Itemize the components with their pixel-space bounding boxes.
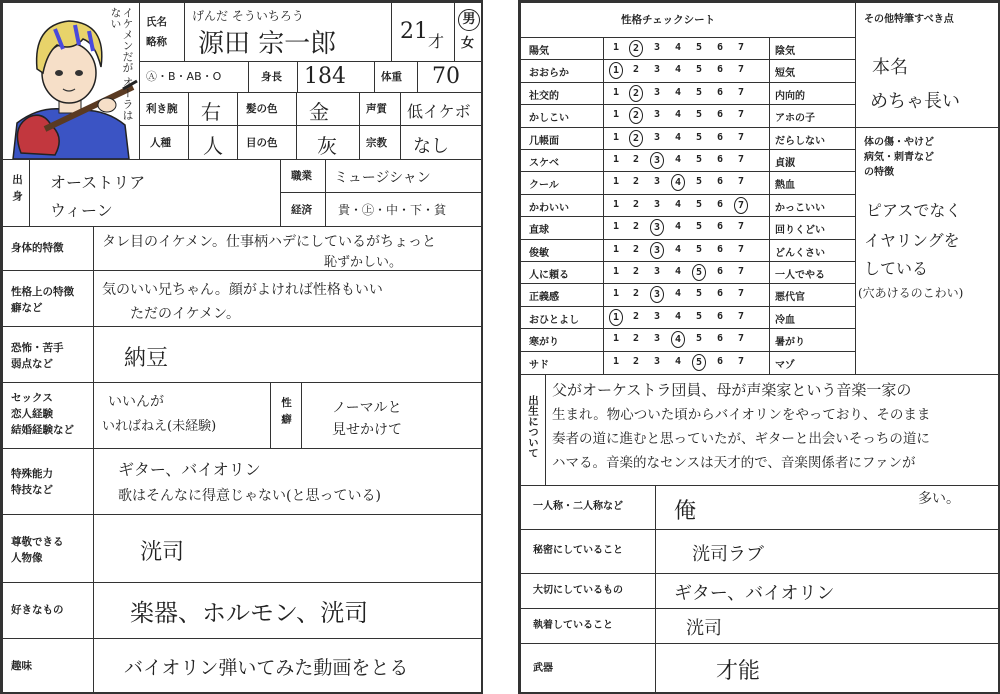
handed-label-cell: 利き腕 — [139, 92, 189, 126]
trait-selected-value: 2 — [629, 107, 643, 124]
trait-scale-number: 4 — [674, 355, 682, 367]
blood-type: Ⓐ・B・AB・O — [139, 61, 249, 93]
trait-scale-number: 7 — [737, 86, 745, 98]
respect-label-cell: 尊敬できる 人物像 — [2, 514, 94, 583]
economy-value-cell — [325, 192, 483, 227]
hair-label-cell: 髪の色 — [237, 92, 297, 126]
trait-right-label: 内向的 — [775, 90, 805, 102]
trait-scale-number: 5 — [695, 243, 703, 255]
eyes-value: 灰 — [317, 134, 337, 158]
trait-row — [521, 38, 855, 60]
eyes-label-cell: 目の色 — [237, 125, 297, 160]
hobby-value: バイオリン弾いてみた動画をとる — [124, 657, 409, 679]
trait-left-label: 寒がり — [529, 337, 559, 349]
trait-scale-number: 4 — [674, 64, 682, 76]
origin-line2: ウィーン — [50, 201, 113, 220]
fears-label-cell: 恐怖・苦手 弱点など — [2, 326, 94, 383]
trait-left-label: 人に頼る — [529, 270, 569, 281]
fetish-line2: 見せかけて — [332, 422, 402, 438]
trait-scale-number: 7 — [737, 310, 745, 322]
economy-value: 貴・㊤・中・下・貧 — [338, 203, 447, 217]
eyes-value-cell — [296, 125, 360, 160]
hair-value-cell — [296, 92, 360, 126]
weapon-label-cell: 武器 — [520, 643, 656, 694]
trait-scale-number: 4 — [674, 243, 682, 255]
age-value: 21 — [400, 19, 428, 44]
trait-scale-number: 3 — [653, 310, 661, 322]
treasure-label-cell: 大切にしているもの — [520, 573, 656, 609]
portrait-note: イケメンだが オーラはない — [109, 7, 134, 121]
trait-row — [521, 172, 855, 194]
trait-scale-number: 7 — [737, 42, 745, 53]
trait-scale-number: 3 — [653, 355, 661, 367]
trait-scale-number: 2 — [632, 243, 640, 255]
obsession-label-cell: 執着していること — [520, 608, 656, 644]
trait-scale-number: 6 — [716, 109, 724, 121]
trait-left-label: かわいい — [529, 202, 569, 214]
weapon-value-cell — [655, 643, 1000, 694]
hair-value: 金 — [309, 100, 329, 124]
name-label: 氏名 — [146, 16, 167, 28]
trait-scale-number: 1 — [612, 333, 620, 345]
trait-scale-number: 7 — [737, 221, 745, 233]
trait-selected-value: 1 — [609, 309, 623, 326]
trait-left-label: クール — [529, 180, 559, 192]
trait-right-label: 熱血 — [775, 180, 795, 192]
skills-value-cell — [93, 448, 483, 515]
trait-right-label: 冷血 — [775, 314, 795, 326]
race-value-cell — [188, 125, 238, 160]
hobby-value-cell — [93, 638, 483, 694]
trait-scale-number: 4 — [674, 131, 682, 143]
trait-scale-number: 7 — [737, 266, 745, 277]
respect-value: 洸司 — [140, 540, 185, 565]
trait-right-label: 一人でやる — [775, 270, 825, 281]
trait-right-label: マゾ — [775, 359, 795, 371]
trait-scale-number: 4 — [674, 42, 682, 53]
trait-selected-value: 3 — [650, 219, 664, 236]
skills-label-cell: 特殊能力 特技など — [2, 448, 94, 515]
trait-row — [521, 217, 855, 239]
trait-scale-number: 3 — [653, 42, 661, 53]
trait-scale-number: 1 — [612, 86, 620, 98]
trait-scale-number: 5 — [695, 86, 703, 98]
trait-row — [521, 83, 855, 105]
trait-right-label: 貞淑 — [775, 158, 795, 169]
trait-scale-number: 6 — [716, 42, 724, 53]
trait-selected-value: 2 — [629, 85, 643, 102]
trait-selected-value: 5 — [692, 354, 706, 371]
religion-value: なし — [413, 136, 449, 157]
trait-scale-number: 1 — [612, 176, 620, 188]
hobby-label-cell: 趣味 — [2, 638, 94, 694]
trait-left-label: おおらか — [529, 68, 569, 80]
trait-right-label: どんくさい — [775, 247, 825, 259]
birth-line1: 父がオーケストラ団員、母が声楽家という音楽一家の — [552, 381, 912, 399]
trait-scale-number: 6 — [716, 266, 724, 277]
trait-scale-number: 5 — [695, 221, 703, 233]
trait-scale-number: 7 — [737, 64, 745, 76]
weight-label-cell: 体重 — [374, 61, 418, 93]
gender-box — [454, 2, 483, 62]
trait-scale-number: 2 — [632, 288, 640, 300]
trait-scale-number: 2 — [632, 333, 640, 345]
other-notes: その他特筆すべき点 本名 めちゃ長い — [855, 2, 1000, 128]
likes-label-cell: 好きなもの — [2, 582, 94, 639]
trait-scale-number: 5 — [695, 42, 703, 53]
height-value-cell — [297, 61, 375, 93]
trait-row — [521, 150, 855, 172]
trait-scale-number: 7 — [737, 355, 745, 367]
height-value: 184 — [304, 64, 346, 89]
body-marks: 体の傷・やけど 病気・刺青など の特徴 ピアスでなく イヤリングを している (穴あけるのこわい) — [855, 127, 1000, 375]
trait-scale-number: 1 — [612, 266, 620, 277]
trait-scale-number: 7 — [737, 333, 745, 345]
trait-scale-number: 5 — [695, 198, 703, 210]
age-box — [391, 2, 455, 62]
treasure-value-cell — [655, 573, 1000, 609]
trait-scale-number: 2 — [632, 221, 640, 233]
trait-selected-value: 1 — [609, 62, 623, 79]
gender-male: 男 — [458, 9, 480, 31]
trait-scale-number: 7 — [737, 288, 745, 300]
trait-right-label: だらしない — [775, 135, 825, 147]
personality-label-cell: 性格上の特徴 癖など — [2, 270, 94, 327]
other-line2: めちゃ長い — [870, 91, 960, 112]
origin-value-cell — [29, 159, 281, 227]
trait-scale-number: 5 — [695, 109, 703, 121]
trait-left-label: 社交的 — [529, 90, 559, 102]
trait-scale-number: 2 — [632, 154, 640, 165]
trait-scale-number: 2 — [632, 310, 640, 322]
obsession-value: 洸司 — [686, 618, 722, 639]
trait-right-label: かっこいい — [775, 202, 825, 214]
pronoun-value-cell — [655, 485, 1000, 530]
trait-left-label: かしこい — [529, 113, 569, 125]
secret-value-cell — [655, 529, 1000, 574]
trait-selected-value: 3 — [650, 242, 664, 259]
birth-text-cell — [545, 374, 1000, 486]
check-sheet-title: 性格チェックシート — [621, 14, 716, 26]
origin-line1: オーストリア — [50, 173, 146, 192]
trait-scale-number: 1 — [612, 131, 620, 143]
trait-scale-number: 6 — [716, 333, 724, 345]
trait-row — [521, 240, 855, 262]
weapon-value: 才能 — [716, 659, 761, 684]
trait-right-label: 暑がり — [775, 337, 805, 349]
trait-scale-number: 3 — [653, 86, 661, 98]
trait-right-label: 陰気 — [775, 46, 795, 57]
trait-left-label: 正義感 — [529, 292, 559, 304]
trait-scale-number: 3 — [653, 333, 661, 345]
birth-line3: 奏者の道に進むと思っていたが、ギターと出会いそっちの道に — [552, 431, 930, 447]
sex-value-cell — [93, 382, 271, 449]
trait-scale-number: 5 — [695, 176, 703, 188]
height-label-cell: 身長 — [248, 61, 298, 93]
secret-label-cell: 秘密にしていること — [520, 529, 656, 574]
trait-scale-number: 1 — [612, 198, 620, 210]
trait-row — [521, 307, 855, 329]
trait-scale-number: 1 — [612, 42, 620, 53]
trait-scale-number: 6 — [716, 64, 724, 76]
trait-scale-number: 4 — [674, 154, 682, 165]
birth-line2: 生まれ。物心ついた頃からバイオリンをやっており、そのまま — [552, 407, 931, 423]
trait-right-label: 回りくどい — [775, 225, 825, 237]
trait-selected-value: 4 — [671, 331, 685, 348]
trait-row — [521, 195, 855, 217]
trait-scale-number: 3 — [653, 266, 661, 277]
trait-scale-number: 4 — [674, 266, 682, 277]
trait-scale-number: 5 — [695, 310, 703, 322]
trait-scale-number: 4 — [674, 198, 682, 210]
trait-selected-value: 3 — [650, 152, 664, 169]
trait-selected-value: 4 — [671, 174, 685, 191]
trait-scale-number: 6 — [716, 310, 724, 322]
fetish-label-cell: 性癖 — [270, 382, 302, 449]
trait-scale-number: 7 — [737, 176, 745, 188]
trait-scale-number: 6 — [716, 288, 724, 300]
body-marks-line1: ピアスでなく — [866, 201, 962, 220]
trait-scale-number: 3 — [653, 176, 661, 188]
trait-row — [521, 128, 855, 150]
trait-selected-value: 7 — [734, 197, 748, 214]
trait-scale-number: 2 — [632, 176, 640, 188]
gender-female: 女 — [461, 36, 475, 51]
trait-selected-value: 2 — [629, 40, 643, 57]
profile-sheet-right — [518, 0, 1000, 694]
trait-row — [521, 60, 855, 82]
pronoun-label-cell: 一人称・二人称など — [520, 485, 656, 530]
weight-value: 70 — [432, 64, 460, 89]
weight-value-cell — [417, 61, 483, 93]
profile-sheet-left — [0, 0, 483, 694]
body-marks-line4: (穴あけるのこわい) — [858, 286, 964, 300]
personality-value-cell — [93, 270, 483, 327]
trait-selected-value: 2 — [629, 130, 643, 147]
nickname-label: 略称 — [146, 36, 167, 48]
name-furigana: げんだ そういちろう — [192, 9, 304, 23]
trait-scale-number: 3 — [653, 109, 661, 121]
fears-value: 納豆 — [124, 346, 169, 371]
pronoun-value: 俺 — [674, 499, 697, 524]
trait-left-label: サド — [529, 359, 549, 371]
trait-right-label: 短気 — [775, 68, 795, 80]
religion-label-cell: 宗教 — [359, 125, 401, 160]
sex-line2: いればねえ(未経験) — [102, 419, 217, 434]
handed-value: 右 — [201, 100, 221, 124]
trait-scale-number: 5 — [695, 288, 703, 300]
trait-scale-number: 4 — [674, 86, 682, 98]
trait-left-label: 陽気 — [529, 46, 549, 57]
voice-label-cell: 声質 — [359, 92, 401, 126]
birth-line5: 多い。 — [918, 491, 960, 507]
physical-value-cell — [93, 226, 483, 271]
job-value-cell — [325, 159, 483, 193]
trait-scale-number: 7 — [737, 154, 745, 165]
body-marks-line3: している — [864, 259, 929, 278]
trait-scale-number: 6 — [716, 176, 724, 188]
trait-scale-number: 6 — [716, 86, 724, 98]
trait-list — [521, 38, 855, 374]
fears-value-cell — [93, 326, 483, 383]
check-sheet — [520, 2, 856, 375]
likes-value-cell — [93, 582, 483, 639]
trait-row — [521, 329, 855, 351]
birth-line4: ハマる。音楽的なセンスは天才的で、音楽関係者にファンが — [552, 455, 916, 471]
trait-scale-number: 4 — [674, 109, 682, 121]
trait-scale-number: 7 — [737, 131, 745, 143]
race-value: 人 — [203, 134, 223, 158]
trait-scale-number: 5 — [695, 333, 703, 345]
trait-scale-number: 6 — [716, 221, 724, 233]
race-label-cell: 人種 — [139, 125, 189, 160]
trait-scale-number: 1 — [612, 243, 620, 255]
trait-left-label: 俊敏 — [529, 247, 549, 259]
skills-line1: ギター、バイオリン — [118, 460, 261, 479]
handed-value-cell — [188, 92, 238, 126]
trait-scale-number: 3 — [653, 198, 661, 210]
trait-scale-number: 1 — [612, 355, 620, 367]
respect-value-cell — [93, 514, 483, 583]
trait-scale-number: 7 — [737, 109, 745, 121]
other-line1: 本名 — [872, 57, 908, 78]
trait-scale-number: 6 — [716, 131, 724, 143]
trait-scale-number: 4 — [674, 221, 682, 233]
job-value: ミュージシャン — [334, 170, 431, 186]
religion-value-cell — [400, 125, 483, 160]
trait-scale-number: 2 — [632, 64, 640, 76]
trait-scale-number: 5 — [695, 154, 703, 165]
origin-label-cell: 出身 — [2, 159, 30, 227]
trait-right-label: アホの子 — [775, 113, 815, 125]
voice-value: 低イケボ — [407, 102, 471, 121]
trait-row — [521, 105, 855, 127]
physical-line2: 恥ずかしい。 — [324, 255, 403, 270]
skills-line2: 歌はそんなに得意じゃない(と思っている) — [118, 488, 381, 504]
trait-scale-number: 3 — [653, 131, 661, 143]
trait-scale-number: 1 — [612, 221, 620, 233]
trait-row — [521, 352, 855, 374]
physical-label-cell: 身体的特徴 — [2, 226, 94, 271]
obsession-value-cell — [655, 608, 1000, 644]
personality-line1: 気のいい兄ちゃん。顔がよければ性格もいい — [102, 282, 383, 298]
trait-scale-number: 6 — [716, 154, 724, 165]
voice-value-cell — [400, 92, 483, 126]
trait-row — [521, 262, 855, 284]
trait-scale-number: 5 — [695, 64, 703, 76]
fetish-value-cell — [301, 382, 483, 449]
trait-selected-value: 5 — [692, 264, 706, 281]
job-label-cell: 職業 — [280, 159, 326, 193]
trait-left-label: スケベ — [529, 158, 559, 169]
trait-scale-number: 6 — [716, 243, 724, 255]
trait-scale-number: 2 — [632, 266, 640, 277]
trait-left-label: 直球 — [529, 225, 549, 237]
trait-scale-number: 6 — [716, 198, 724, 210]
likes-value: 楽器、ホルモン、洸司 — [130, 599, 369, 627]
trait-scale-number: 7 — [737, 243, 745, 255]
trait-row — [521, 284, 855, 306]
trait-scale-number: 6 — [716, 355, 724, 367]
trait-scale-number: 4 — [674, 288, 682, 300]
name-value: 源田 宗一郎 — [198, 29, 337, 59]
trait-left-label: 几帳面 — [529, 135, 559, 147]
trait-scale-number: 3 — [653, 64, 661, 76]
trait-scale-number: 1 — [612, 288, 620, 300]
sex-label-cell: セックス 恋人経験 結婚経験など — [2, 382, 94, 449]
fetish-line1: ノーマルと — [332, 400, 402, 416]
sex-line1: いいんが — [108, 394, 164, 410]
body-marks-line2: イヤリングを — [864, 231, 960, 250]
birth-label-cell: 出生について — [520, 374, 546, 486]
portrait-box — [2, 2, 140, 160]
name-section — [139, 2, 392, 62]
treasure-value: ギター、バイオリン — [674, 583, 835, 604]
trait-scale-number: 2 — [632, 198, 640, 210]
trait-scale-number: 1 — [612, 154, 620, 165]
age-unit: 才 — [428, 32, 445, 51]
trait-scale-number: 4 — [674, 310, 682, 322]
physical-line1: タレ目のイケメン。仕事柄ハデにしているがちょっと — [102, 234, 437, 250]
trait-right-label: 悪代官 — [775, 292, 805, 304]
personality-line2: ただのイケメン。 — [130, 306, 241, 322]
economy-label-cell: 経済 — [280, 192, 326, 227]
trait-scale-number: 5 — [695, 131, 703, 143]
secret-value: 洸司ラブ — [692, 544, 764, 565]
trait-selected-value: 3 — [650, 286, 664, 303]
trait-left-label: おひとよし — [529, 314, 579, 326]
trait-scale-number: 2 — [632, 355, 640, 367]
trait-scale-number: 1 — [612, 109, 620, 121]
